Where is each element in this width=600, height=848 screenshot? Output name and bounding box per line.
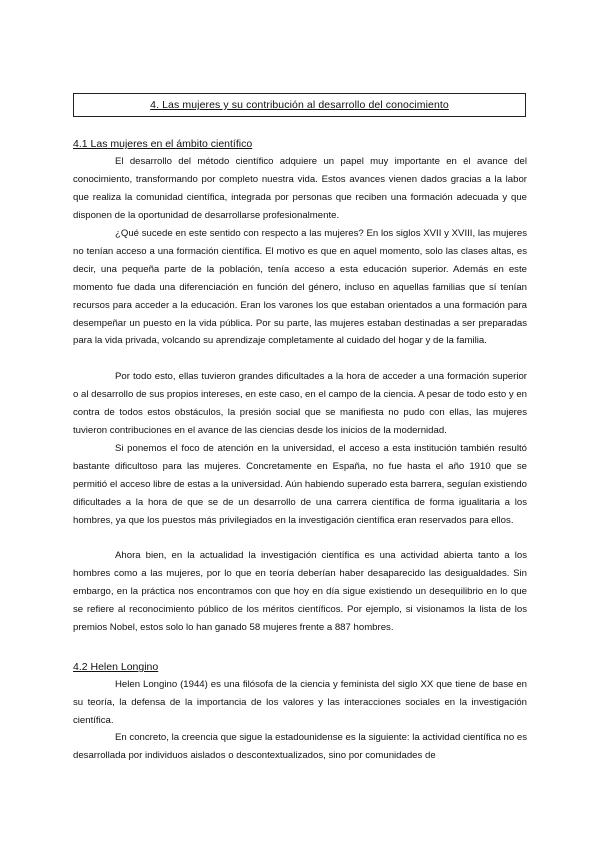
paragraph-1: El desarrollo del método científico adquiere un papel muy importante en el avance del conocimiento, transformando por completo nuestra vida. Estos avances vienen dados gracias a la labor que realiza la comunidad científica, integrada por personas que reciben una formación adecuada y que disponen de la oportunidad de desarrollarse profesionalmente. — [73, 156, 527, 221]
paragraph-2: ¿Qué sucede en este sentido con respecto a las mujeres? En los siglos XVII y XVIII, las mujeres no tenían acceso a una formación científica. El motivo es que en aquel momento, solo las clases altas, es decir, una pequeña parte de la población, tenía acceso a esta educación superior. Además en este momento fue dada una diferenciación en función del género, incluso en aquellas familias que sí tenían recursos para acceder a la educación. Eran los varones los que estaban orientados a una formación para desempeñar un puesto en la vida pública. Por su parte, las mujeres estaban destinadas a ser preparadas para la vida privada, volcando su aprendizaje completamente al cuidado del hogar y de la familia. — [73, 228, 527, 347]
document-title-box — [73, 93, 526, 117]
paragraph-6: Helen Longino (1944) es una filósofa de la ciencia y feminista del siglo XX que tiene de base en su teoría, la defensa de la importancia de los valores y las interacciones sociales en la investigación científica. — [73, 679, 527, 726]
document-title: 4. Las mujeres y su contribución al desarrollo del conocimiento — [150, 99, 449, 111]
paragraph-7: En concreto, la creencia que sigue la estadounidense es la siguiente: la actividad científica no es desarrollada por individuos aislados o descontextualizados, sino por comunidades de — [73, 732, 527, 761]
section-heading-4-2: 4.2 Helen Longino — [73, 661, 159, 673]
section-heading-4-1: 4.1 Las mujeres en el ámbito científico — [73, 138, 253, 150]
paragraph-4: Si ponemos el foco de atención en la universidad, el acceso a esta institución también resultó bastante dificultoso para las mujeres. Concretamente en España, no fue hasta el año 1910 que se permitió el acceso libre de estas a la universidad. Aún habiendo superado esta barrera, seguían existiendo dificultades a la hora de que se de un desarrollo de una carrera científica de forma igualitaria a los hombres, ya que los puestos más privilegiados en la investigación científica eran reservados para ellos. — [73, 443, 527, 526]
paragraph-5: Ahora bien, en la actualidad la investigación científica es una actividad abierta tanto a los hombres como a las mujeres, por lo que en teoría deberían haber desaparecido las desigualdades. Sin embargo, en la práctica nos encontramos con que hoy en día sigue existiendo un desequilibrio en lo que se refiere al reconocimiento público de los méritos científicos. Por ejemplo, si visionamos la lista de los premios Nobel, estos solo lo han ganado 58 mujeres frente a 887 hombres. — [73, 550, 527, 633]
paragraph-3: Por todo esto, ellas tuvieron grandes dificultades a la hora de acceder a una formación superior o al desarrollo de sus propios intereses, en este caso, en el campo de la ciencia. A pesar de todo esto y en contra de todos estos obstáculos, la presión social que se manifiesta no pudo con ellas, las mujeres tuvieron contribuciones en el avance de las ciencias desde los inicios de la modernidad. — [73, 371, 527, 436]
